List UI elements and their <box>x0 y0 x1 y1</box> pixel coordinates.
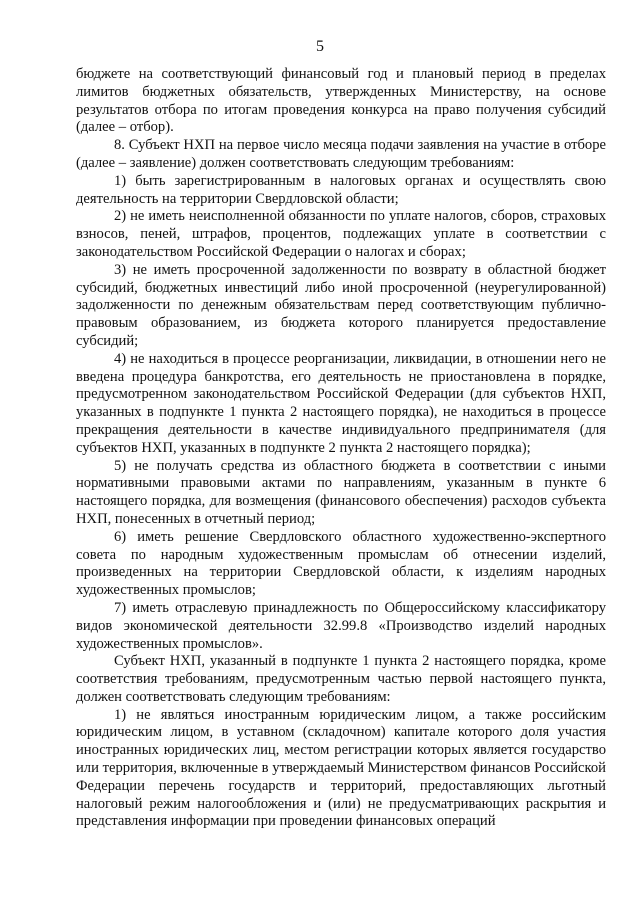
paragraph-requirement-7: 7) иметь отраслевую принадлежность по Общероссийскому классификатору видов экономической деятельности 32.99.8 «Производство изделий народных художественных промыслов». <box>76 599 606 652</box>
paragraph-requirement-6: 6) иметь решение Свердловского областного художественно-экспертного совета по народным художественным промыслам об отнесении изделий, произведенных на территории Свердловской области, к изделиям народных художественных промыслов; <box>76 528 606 599</box>
paragraph-requirement-4: 4) не находиться в процессе реорганизации, ликвидации, в отношении него не введена процедура банкротства, его деятельность не приостановлена в порядке, предусмотренном законодательством Российской Федерации (для субъектов НХП, указанных в подпункте 1 пункта 2 настоящего порядка), не находиться в процессе прекращения деятельности в качестве индивидуального предпринимателя (для субъектов НХП, указанных в подпункте 2 пункта 2 настоящего порядка); <box>76 350 606 456</box>
paragraph-requirement-5: 5) не получать средства из областного бюджета в соответствии с иными нормативными правовыми актами по направлениям, указанным в пункте 6 настоящего порядка, для возмещения (финансового обеспечения) расходов субъекта НХП, понесенных в отчетный период; <box>76 457 606 527</box>
document-body <box>76 66 606 831</box>
paragraph-requirement-3: 3) не иметь просроченной задолженности по возврату в областной бюджет субсидий, бюджетных инвестиций либо иной просроченной (неурегулированной) задолженности по денежным обязательствам перед соответствующим публично-правовым образованием, из бюджета которого планируется предоставление субсидий; <box>76 261 606 349</box>
paragraph-additional-requirements: Субъект НХП, указанный в подпункте 1 пункта 2 настоящего порядка, кроме соответствия требованиям, предусмотренным частью первой настоящего пункта, должен соответствовать следующим требованиям: <box>76 653 606 705</box>
paragraph-additional-requirement-1: 1) не являться иностранным юридическим лицом, а также российским юридическим лицом, в уставном (складочном) капитале которого доля участия иностранных юридических лиц, местом регистрации которых является государство или территория, включенные в утверждаемый Министерством финансов Российской Федерации перечень государств и территорий, предоставляющих льготный налоговый режим налогообложения и (или) не предусматривающих раскрытия и представления информации при проведении финансовых операций <box>76 706 606 830</box>
paragraph-requirement-1: 1) быть зарегистрированным в налоговых органах и осуществлять свою деятельность на территории Свердловской области; <box>76 172 606 207</box>
page-number: 5 <box>316 38 324 55</box>
paragraph-requirement-2: 2) не иметь неисполненной обязанности по уплате налогов, сборов, страховых взносов, пеней, штрафов, процентов, подлежащих уплате в соответствии с законодательством Российской Федерации о налогах и сборах; <box>76 208 606 260</box>
paragraph-budget-continuation: бюджете на соответствующий финансовый год и плановый период в пределах лимитов бюджетных обязательств, утвержденных Министерству, на основе результатов отбора по итогам проведения конкурса на право получения субсидий (далее – отбор). <box>76 66 606 136</box>
paragraph-item-8: 8. Субъект НХП на первое число месяца подачи заявления на участие в отборе (далее – заявление) должен соответствовать следующим требованиям: <box>76 137 606 171</box>
